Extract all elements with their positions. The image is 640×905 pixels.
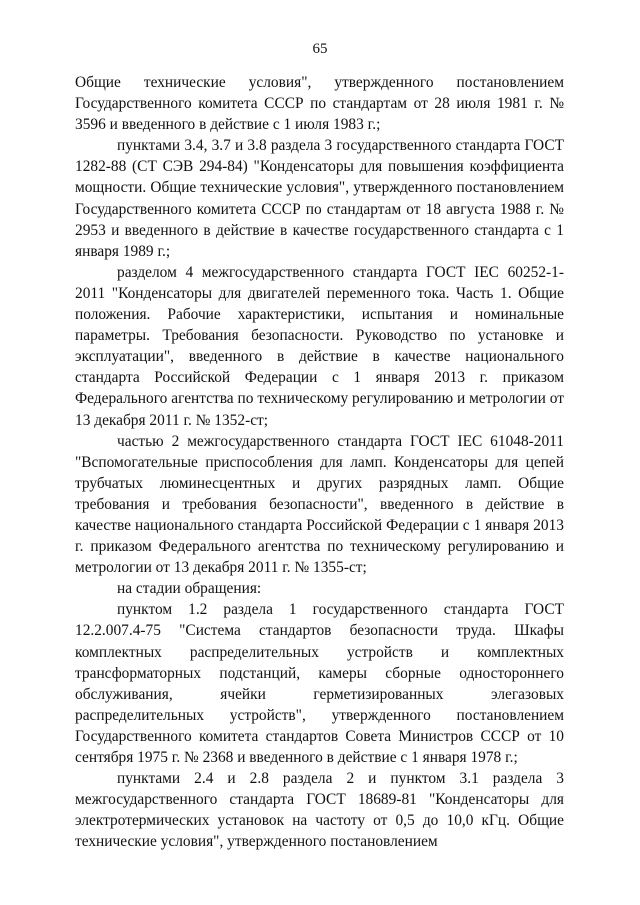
paragraph-circulation-stage: на стадии обращения: — [117, 580, 262, 598]
document-body — [75, 72, 564, 852]
paragraph-gost-iec-60252: разделом 4 межгосударственного стандарта ГОСТ IEC 60252-1-2011 "Конденсаторы для двигателей переменного тока. Часть 1. Общие положения. Рабочие характеристики, испытания и номинальные параметры. Требования безопасности. Руководство по установке и эксплуатации", введенного в действие в качестве национального стандарта Российской Федерации с 1 января 2013 г. приказом Федерального агентства по техническому регулированию и метрологии от 13 декабря 2011 г. № 1352-ст; — [75, 263, 564, 429]
paragraph-gost-1282: пунктами 3.4, 3.7 и 3.8 раздела 3 государственного стандарта ГОСТ 1282-88 (СТ СЭВ 294-84) "Конденсаторы для повышения коэффициента мощности. Общие технические условия", утвержденного постановлением Государственного комитета СССР по стандартам от 18 августа 1988 г. № 2953 и введенного в действие в качестве государственного стандарта с 1 января 1989 г.; — [75, 137, 564, 260]
paragraph-gost-12-2-007: пунктом 1.2 раздела 1 государственного стандарта ГОСТ 12.2.007.4-75 "Система стандартов безопасности труда. Шкафы комплектных распределительных устройств и комплектных трансформаторных подстанций, камеры сборные одностороннего обслуживания, ячейки герметизированных элегазовых распределительных устройств", утвержденного постановлением Государственного комитета стандартов Совета Министров СССР от 10 сентября 1975 г. № 2368 и введенного в действие с 1 января 1978 г.; — [75, 601, 564, 766]
paragraph-gost-iec-61048: частью 2 межгосударственного стандарта ГОСТ IEC 61048-2011 "Вспомогательные приспособления для ламп. Конденсаторы для цепей трубчатых люминесцентных и других разрядных ламп. Общие требования и требования безопасности", введенного в действие в качестве национального стандарта Российской Федерации с 1 января 2013 г. приказом Федерального агентства по техническому регулированию и метрологии от 13 декабря 2011 г. № 1355-ст; — [75, 432, 564, 577]
paragraph-continuation: Общие технические условия", утвержденного постановлением Государственного комитета СССР по стандартам от 28 июля 1981 г. № 3596 и введенного в действие с 1 июля 1983 г.; — [75, 74, 564, 134]
page-number: 65 — [312, 41, 328, 57]
paragraph-gost-18689: пунктами 2.4 и 2.8 раздела 2 и пунктом 3.1 раздела 3 межгосударственного стандарта ГОСТ 18689-81 "Конденсаторы для электротермических установок на частоту от 0,5 до 10,0 кГц. Общие технические условия", утвержденного постановлением — [75, 770, 564, 851]
